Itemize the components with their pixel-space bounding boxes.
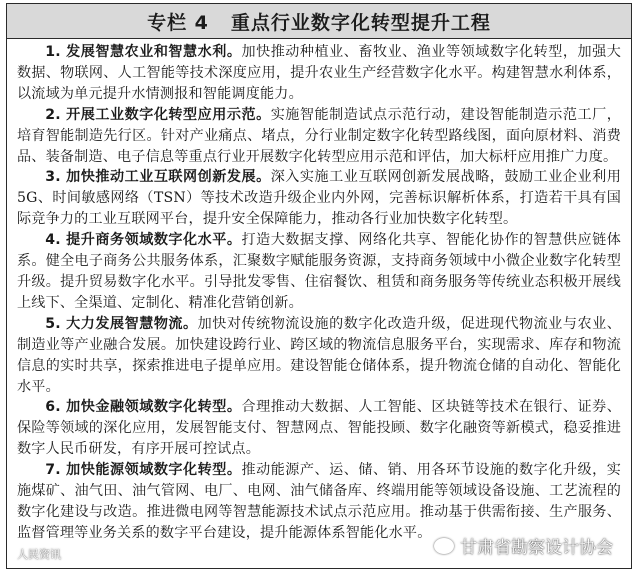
paragraph-body: 加快推动种植业、畜牧业、渔业等领域数字化转型，加强大数据、物联网、人工智能等技术深度应用，提升农业生产经营数字化水平。构建智慧水利体系，以流域为单元提升水情测报和智能调度能力。	[17, 44, 621, 102]
wechat-icon	[434, 538, 454, 554]
paragraph-body: 打造大数据支撑、网络化共享、智能化协作的智慧供应链体系。健全电子商务公共服务体系，汇聚数字赋能服务资源，支持商务领域中小微企业数字化转型升级。提升贸易数字化水平。引导批发零售、住宿餐饮、租赁和商务服务等传统业态积极开展线上线下、全渠道、定制化、精准化营销创新。	[17, 232, 621, 311]
paragraph-body: 深入实施工业互联网创新发展战略，鼓励工业企业利用 5G、时间敏感网络（TSN）等技术改造升级企业内外网，完善标识解析体系，打造若干具有国际竞争力的工业互联网平台，提升安全保障能力，推动各行业加快数字化转型。	[17, 169, 621, 228]
box-title: 重点行业数字化转型提升工程	[230, 11, 491, 34]
watermark-right	[434, 533, 613, 558]
paragraph-body: 推动能源产、运、储、销、用各环节设施的数字化升级，实施煤矿、油气田、油气管网、电厂、电网、油气储备库、终端用能等领域设备设施、工艺流程的数字化建设与改造。推进微电网等智慧能源技术试点示范应用。推动基于供需衔接、生产服务、监督管理等业务关系的数字平台建设，提升能源体系智能化水平。	[17, 462, 621, 541]
paragraph-body: 合理推动大数据、人工智能、区块链等技术在银行、证券、保险等领域的深化应用，发展智能支付、智慧网点、智能投顾、数字化融资等新模式，稳妥推进数字人民币研发，有序开展可控试点。	[17, 399, 621, 458]
paragraph-lead: 1. 发展智慧农业和智慧水利。	[45, 44, 242, 60]
paragraph-1	[17, 42, 621, 105]
paragraph-3	[17, 167, 621, 230]
paragraph-4	[17, 230, 621, 314]
paragraph-6	[17, 397, 621, 460]
paragraph-body: 实施智能制造试点示范行动，建设智能制造示范工厂，培育智能制造先行区。针对产业痛点、堵点，分行业制定数字化转型路线图，面向原材料、消费品、装备制造、电子信息等重点行业开展数字化转型应用示范和评估，加大标杆应用推广力度。	[17, 106, 621, 165]
box-content	[7, 39, 631, 544]
paragraph-lead: 7. 加快能源领域数字化转型。	[45, 462, 242, 479]
paragraph-2	[17, 105, 621, 168]
paragraph-7	[17, 460, 621, 544]
paragraph-lead: 2. 开展工业数字化转型应用示范。	[45, 106, 271, 123]
box-header	[7, 4, 631, 39]
box-number: 专栏 4	[147, 11, 209, 34]
watermark-right-text: 甘肃省勘察设计协会	[460, 538, 613, 558]
paragraph-lead: 4. 提升商务领域数字化水平。	[45, 232, 242, 249]
paragraph-lead: 3. 加快推动工业互联网创新发展。	[45, 169, 271, 186]
watermark-left: 人民资讯	[17, 548, 61, 561]
paragraph-body: 加快对传统物流设施的数字化改造升级，促进现代物流业与农业、制造业等产业融合发展。加快建设跨行业、跨区域的物流信息服务平台，实现需求、库存和物流信息的实时共享，探索推进电子提单应用。建设智能仓储体系，提升物流仓储的自动化、智能化水平。	[17, 315, 622, 395]
paragraph-5	[17, 314, 621, 398]
column-box	[6, 3, 632, 569]
paragraph-lead: 6. 加快金融领域数字化转型。	[45, 399, 242, 416]
paragraph-lead: 5. 大力发展智慧物流。	[45, 315, 198, 332]
